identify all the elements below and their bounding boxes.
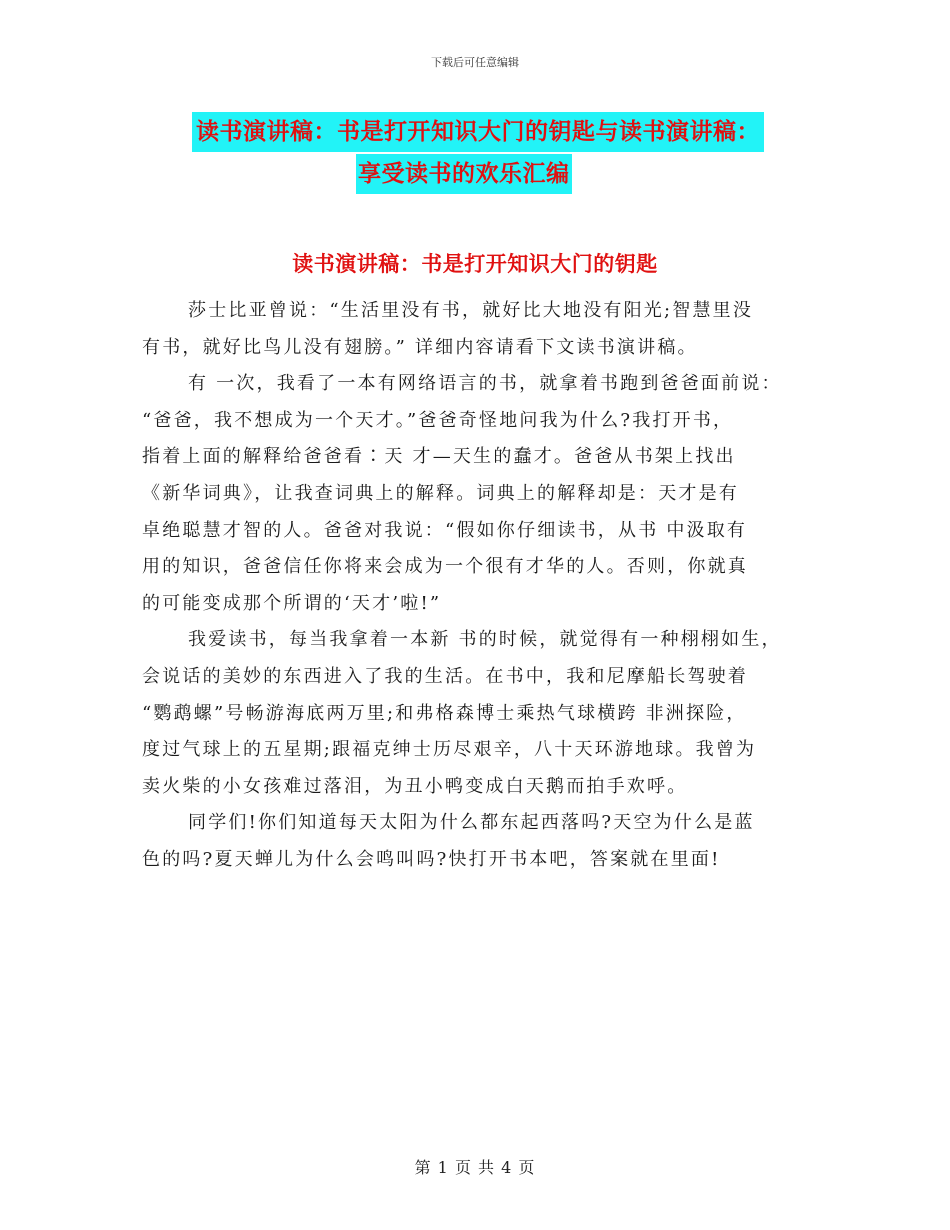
article-body [142,293,822,879]
paragraph-2-line-3: 指着上面的解释给爸爸看∶天 才—天生的蠢才。爸爸从书架上找出 [142,446,736,468]
paragraph-3-line-3: “鹦鹉螺”号畅游海底两万里;和弗格森博士乘热气球横跨 非洲探险， [142,702,747,724]
header-note: 下载后可任意编辑 [431,56,519,69]
paragraph-2-line-6: 用的知识，爸爸信任你将来会成为一个很有才华的人。否则，你就真 [142,556,748,578]
page-footer: 第 1 页 共 4 页 [414,1158,536,1177]
paragraph-1-line-1: 莎士比亚曾说：“生活里没有书，就好比大地没有阳光;智慧里没 [188,300,754,321]
document-title-line-2: 享受读书的欢乐汇编 [356,154,572,194]
paragraph-2-line-4: 《新华词典》，让我查词典上的解释。词典上的解释却是：天才是有 [142,482,739,504]
paragraph-3-line-4: 度过气球上的五星期;跟福克绅士历尽艰辛，八十天环游地球。我曾为 [142,739,757,761]
paragraph-3-line-1: 我爱读书，每当我拿着一本新 书的时候，就觉得有一种栩栩如生， [188,629,782,651]
paragraph-2-line-1: 有 一次，我看了一本有网络语言的书，就拿着书跑到爸爸面前说： [188,373,782,395]
paragraph-3-line-5: 卖火柴的小女孩难过落泪，为丑小鸭变成白天鹅而拍手欢呼。 [142,775,688,797]
paragraph-2-line-2: “爸爸，我不想成为一个天才。”爸爸奇怪地问我为什么?我打开书， [142,409,734,431]
paragraph-3-line-2: 会说话的美妙的东西进入了我的生活。在书中，我和尼摩船长驾驶着 [142,665,748,687]
paragraph-4-line-2: 色的吗?夏天蝉儿为什么会鸣叫吗?快打开书本吧，答案就在里面! [142,848,721,870]
paragraph-2-line-5: 卓绝聪慧才智的人。爸爸对我说：“假如你仔细读书，从书 中汲取有 [142,519,748,541]
document-title-line-1: 读书演讲稿：书是打开知识大门的钥匙与读书演讲稿： [192,112,764,152]
paragraph-2-line-7: 的可能变成那个所谓的‘天才’啦!” [142,592,442,614]
paragraph-4-line-1: 同学们!你们知道每天太阳为什么都东起西落吗?天空为什么是蓝 [188,812,755,834]
section-title: 读书演讲稿：书是打开知识大门的钥匙 [292,251,658,276]
paragraph-1-line-2: 有书，就好比鸟儿没有翅膀。” 详细内容请看下文读书演讲稿。 [142,336,698,358]
